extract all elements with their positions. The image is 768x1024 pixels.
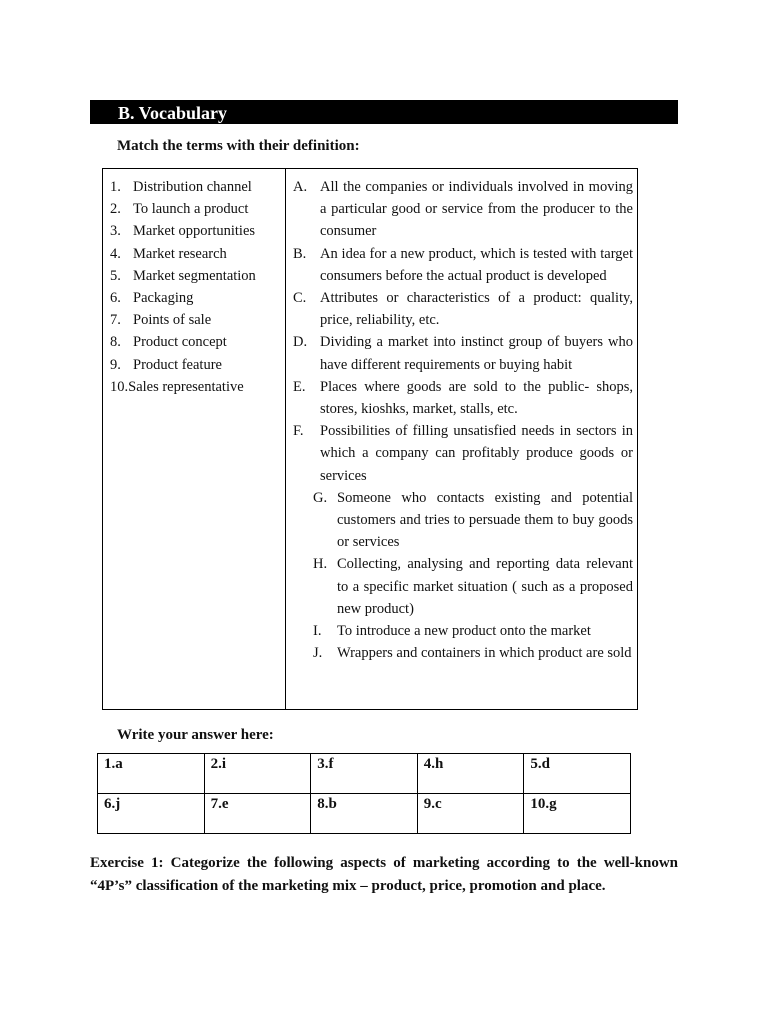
term-number: 2. xyxy=(110,201,121,218)
answer-row xyxy=(98,794,631,834)
definition-item xyxy=(293,376,633,420)
term-text: Market segmentation xyxy=(133,267,256,284)
term-item xyxy=(110,198,256,220)
exercise-instruction: Exercise 1: Categorize the following aspects of marketing according to the well-known “4P’s” classification of the marketing mix – product, price, promotion and place. xyxy=(90,855,678,894)
term-number: 8. xyxy=(110,334,121,351)
term-number: 3. xyxy=(110,223,121,240)
definition-item xyxy=(293,176,633,243)
answer-cell: 1.a xyxy=(98,754,205,794)
answer-cell: 2.i xyxy=(204,754,311,794)
definition-letter: H. xyxy=(313,556,328,573)
definition-item xyxy=(293,487,633,554)
answer-cell: 4.h xyxy=(417,754,524,794)
term-item xyxy=(110,331,256,353)
definition-text: Dividing a market into instinct group of buyers who have different requirements or buying habit xyxy=(320,334,633,373)
definition-text: Possibilities of filling unsatisfied needs in sectors in which a company can profitably produce goods or services xyxy=(320,423,633,484)
term-text: Packaging xyxy=(133,290,194,307)
definition-item xyxy=(293,553,633,620)
definition-text: An idea for a new product, which is tested with target consumers before the actual product is developed xyxy=(320,245,633,284)
term-item xyxy=(110,354,256,376)
column-divider xyxy=(285,169,286,709)
definition-item xyxy=(293,620,633,642)
terms-list xyxy=(110,176,256,398)
definition-text: Attributes or characteristics of a product: quality, price, reliability, etc. xyxy=(320,290,633,329)
answer-row xyxy=(98,754,631,794)
answer-cell: 8.b xyxy=(311,794,418,834)
definition-letter: J. xyxy=(313,645,323,662)
definition-item xyxy=(293,331,633,375)
term-text: To launch a product xyxy=(133,201,249,218)
definition-letter: C. xyxy=(293,290,307,307)
answer-cell: 9.c xyxy=(417,794,524,834)
term-text: Market opportunities xyxy=(133,223,256,240)
definition-item xyxy=(293,420,633,487)
instruction-text: Match the terms with their definition: xyxy=(117,138,360,154)
term-number: 5. xyxy=(110,267,121,284)
definition-letter: G. xyxy=(313,489,328,506)
matching-table xyxy=(102,168,638,710)
term-text: Product feature xyxy=(133,356,222,373)
term-item xyxy=(110,376,256,398)
definition-item xyxy=(293,642,633,664)
answer-cell: 3.f xyxy=(311,754,418,794)
section-title: B. Vocabulary xyxy=(90,100,678,124)
definition-text: To introduce a new product onto the market xyxy=(337,623,591,640)
term-text: Points of sale xyxy=(133,312,212,329)
definition-letter: D. xyxy=(293,334,308,351)
answer-cell: 7.e xyxy=(204,794,311,834)
answer-cell: 10.g xyxy=(524,794,631,834)
term-number: 10. xyxy=(110,378,129,395)
definition-letter: B. xyxy=(293,245,307,262)
term-number: 4. xyxy=(110,245,121,262)
answer-cell: 5.d xyxy=(524,754,631,794)
term-text: Sales representative xyxy=(128,378,244,395)
definition-item xyxy=(293,287,633,331)
definition-text: All the companies or individuals involved in moving a particular good or service from the producer to the consumer xyxy=(320,179,633,240)
term-item xyxy=(110,220,256,242)
term-number: 7. xyxy=(110,312,121,329)
term-item xyxy=(110,265,256,287)
answer-label: Write your answer here: xyxy=(117,727,274,743)
definition-text: Wrappers and containers in which product are sold xyxy=(337,645,632,662)
term-item xyxy=(110,176,256,198)
term-number: 1. xyxy=(110,179,121,195)
term-text: Market research xyxy=(133,245,227,262)
definition-letter: F. xyxy=(293,423,304,440)
term-item xyxy=(110,309,256,331)
term-number: 9. xyxy=(110,356,121,373)
definition-item xyxy=(293,243,633,287)
definitions-list xyxy=(293,176,633,664)
definition-letter: E. xyxy=(293,378,306,395)
definition-letter: A. xyxy=(293,179,308,195)
definition-text: Someone who contacts existing and potential customers and tries to persuade them to buy goods or services xyxy=(337,489,633,551)
definition-text: Collecting, analysing and reporting data relevant to a specific market situation ( such as a proposed new product) xyxy=(337,556,633,617)
answer-cell: 6.j xyxy=(98,794,205,834)
term-text: Distribution channel xyxy=(133,179,252,195)
definition-text: Places where goods are sold to the public- shops, stores, kioshks, market, stalls, etc. xyxy=(320,378,633,418)
term-item xyxy=(110,287,256,309)
definition-letter: I. xyxy=(313,623,322,640)
term-text: Product concept xyxy=(133,334,227,351)
term-number: 6. xyxy=(110,290,121,307)
answer-table xyxy=(97,753,631,834)
term-item xyxy=(110,243,256,265)
